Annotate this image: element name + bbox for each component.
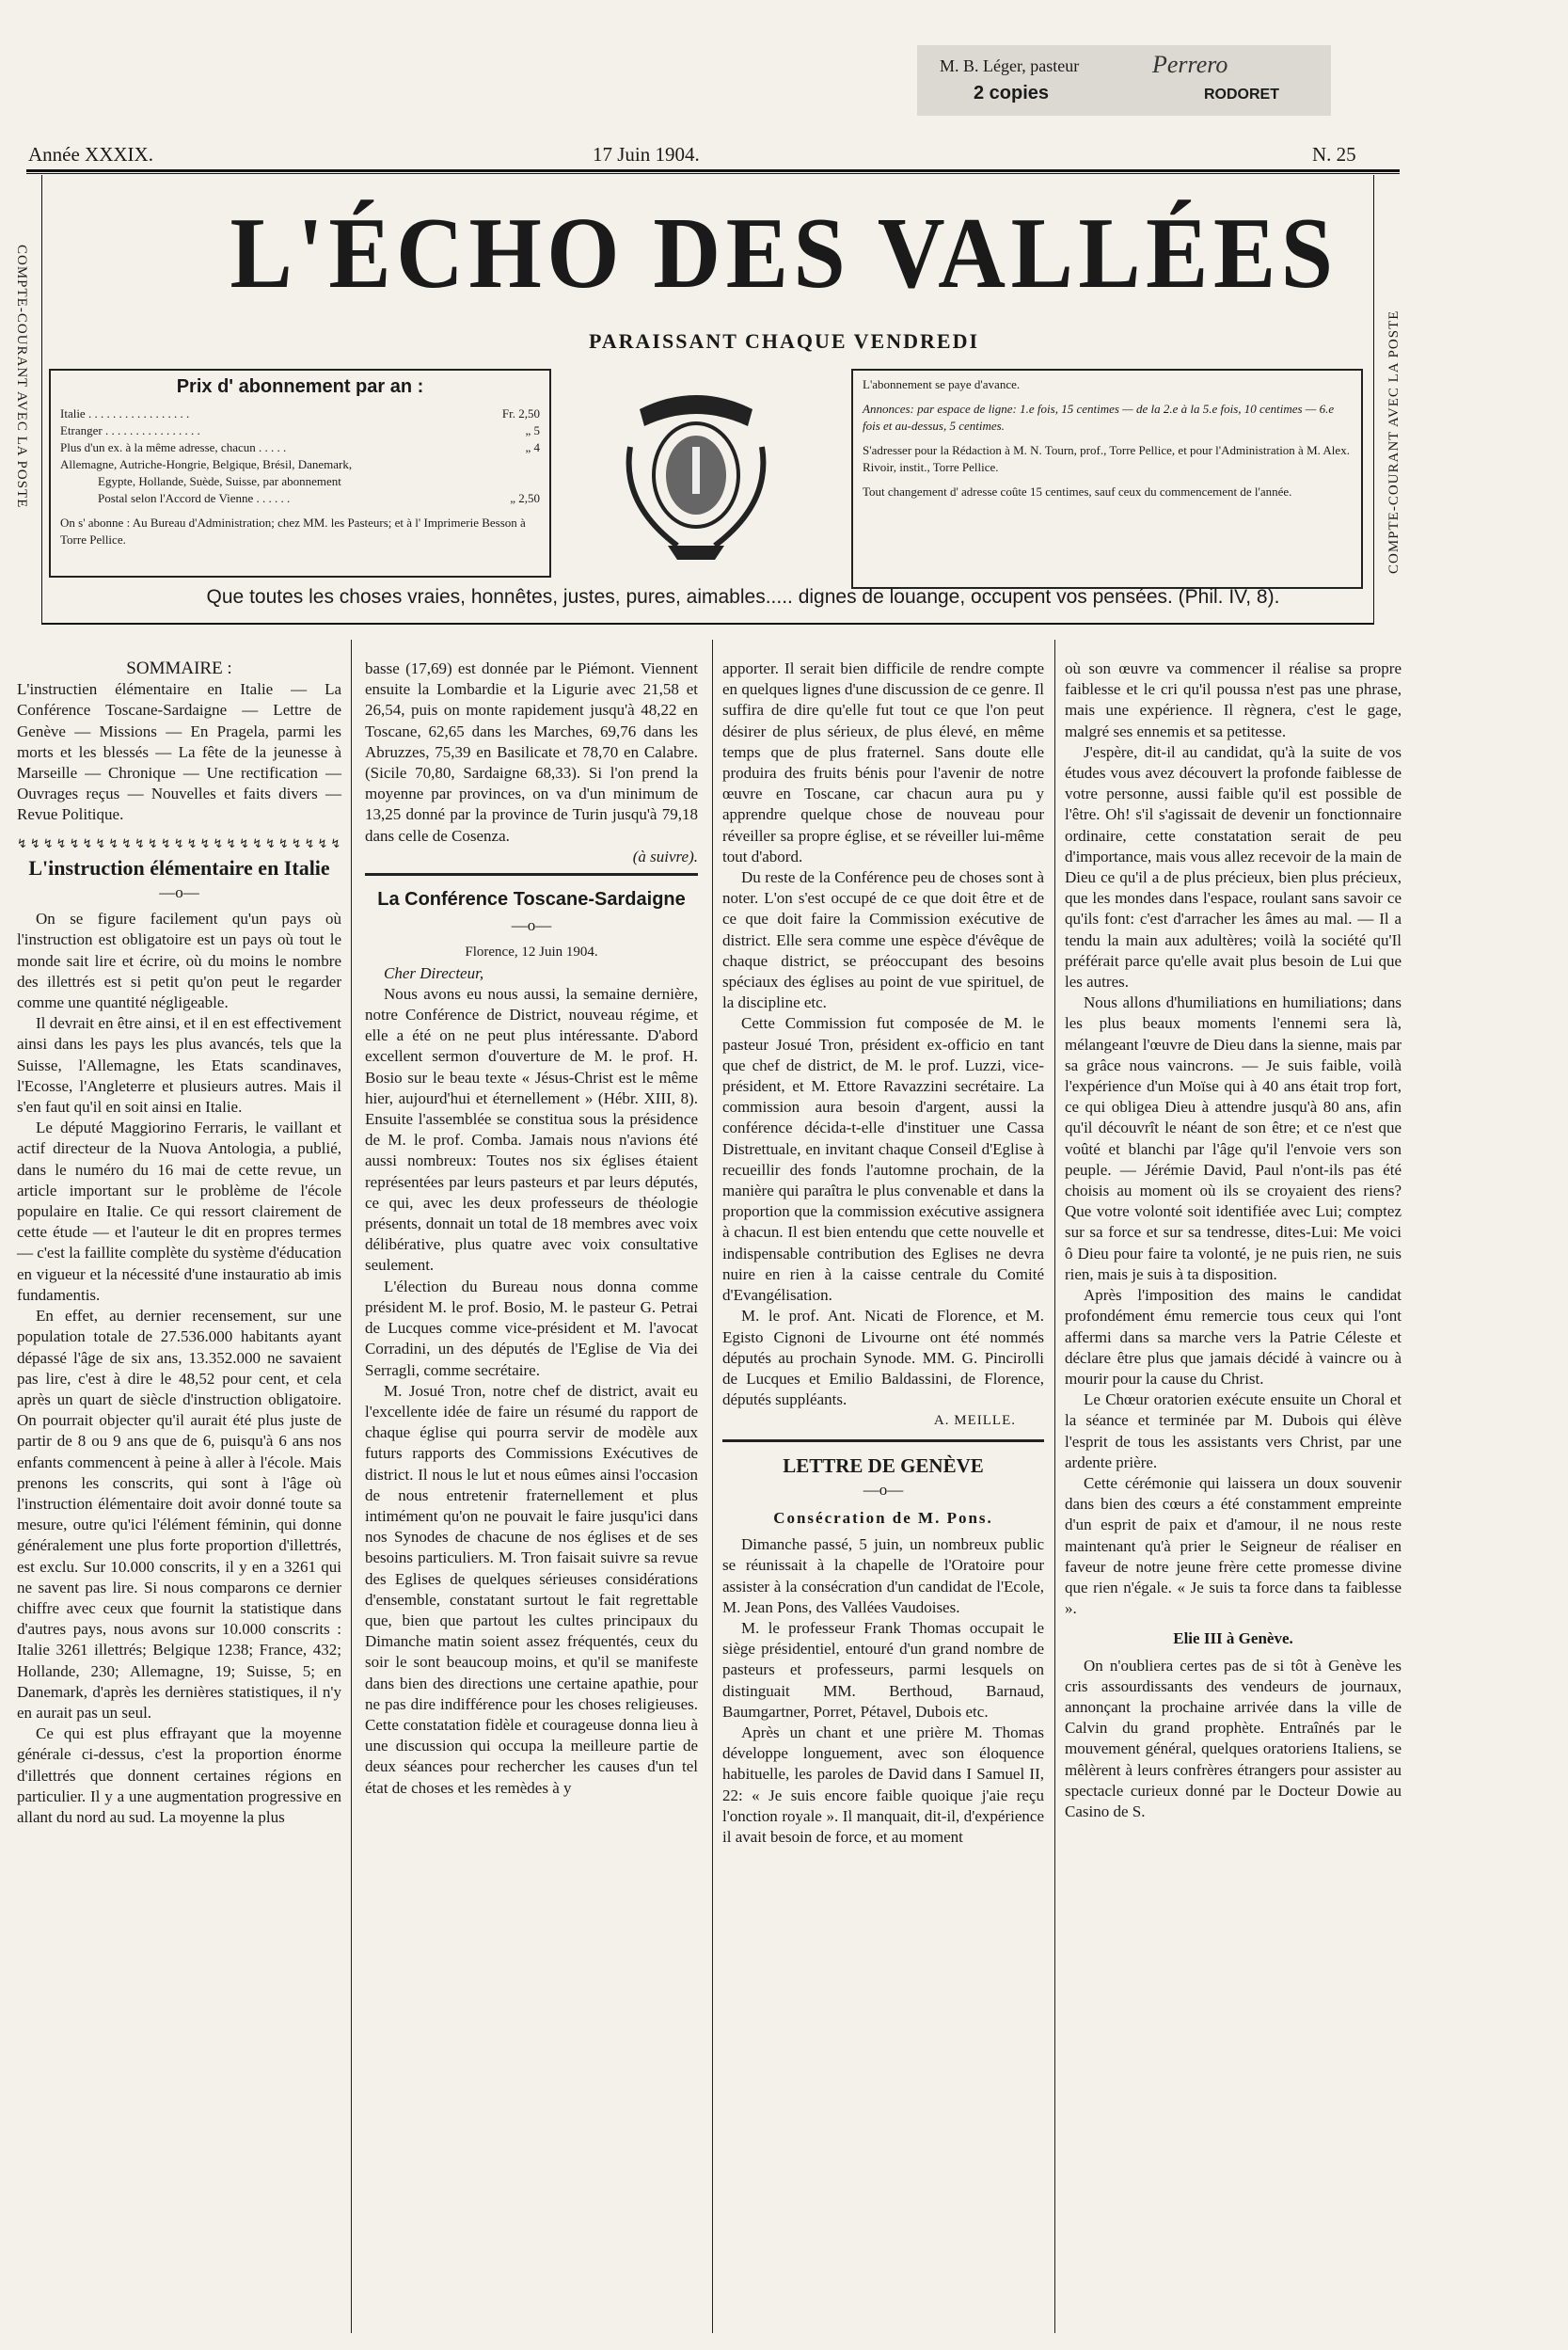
title-ornament: —o— — [159, 883, 199, 902]
issue-number: N. 25 — [1312, 143, 1356, 166]
column-3 — [722, 659, 1044, 1848]
article-paragraph: M. Josué Tron, notre chef de district, avait eu l'excellente idée de faire un résumé du rapport de chaque église qui pourra servir de modèle aux futurs rapports des Commissions Exécutives de district. Il nous le lut et nous eûmes ainsi l'occasion de nous entretenir fraternellement et plus intimément qu'on ne pouvait le faire jusqu'ici dans nos Synodes de chacune de nos églises et de ses besoins particuliers. M. Tron faisait suivre sa revue des Eglises de quelques sérieuses considérations d'ensemble, constatant surtout le fait regrettable que, bien que partout les cultes principaux du Dimanche matin soient assez fréquentés, ceux du soir le sont beaucoup moins, et qu'il se manifeste dans bien des directions une certaine apathie, pour ne pas dire indifférence pour les choses religieuses. Cette constatation fidèle et courageuse donna lieu à une discussion qui occupa la meilleure partie de deux séances pour rechercher les causes d'un tel état de choses et les remèdes à y — [365, 1381, 698, 1797]
article-title: L'instruction élémentaire en Italie — [28, 855, 330, 880]
waldensian-emblem — [602, 372, 790, 569]
price-box-note: On s' abonne : Au Bureau d'Administration; chez MM. les Pasteurs; et à l' Imprimerie Besson à Torre Pellice. — [60, 516, 526, 547]
price-box-title: Prix d' abonnement par an : — [176, 376, 424, 397]
article-paragraph: Nous avons eu nous aussi, la semaine dernière, notre Conférence de District, nouveau régime, et elle a été on ne peut plus intéressante. D'abord excellent sermon d'ouverture de M. le prof. H. Bosio sur le beau texte « Jésus-Christ est le même hier, aujourd'hui et éternellement » (Hébr. XIII, 8). Ensuite l'assemblée se constitua sous la présidence de M. le prof. Comba. Jamais nous n'avions été aussi nombreux: Toutes nos six églises étaient représentées par leurs pasteurs et par leurs députés, ce qui, avec les deux professeurs de théologie présents, donnait un total de 18 membres avec voix délibérative, plus quatre avec voix consultative seulement. — [365, 984, 698, 1275]
newspaper-subtitle: PARAISSANT CHAQUE VENDREDI — [588, 329, 980, 353]
article-paragraph: L'élection du Bureau nous donna comme président M. le prof. Bosio, M. le pasteur G. Petrai de Lucques comme vice-président et M. l'avocat Corradini, un des députés de l'Eglise de Via dei Serragli, comme secrétaire. — [365, 1277, 698, 1379]
article-paragraph: Ce qui est plus effrayant que la moyenne générale ci-dessus, c'est la proportion énorme d'illettrés que donnent certaines régions en particulier. Il y a une augmentation progressive en allant du nord au sud. La moyenne la plus — [17, 1724, 341, 1826]
frame-left — [41, 175, 42, 623]
price-row: Postal selon l'Accord de Vienne . . . . . . „ 2,50 — [98, 491, 540, 505]
article-signature: A. MEILLE. — [933, 1413, 1016, 1429]
stamp-place: RODORET — [1204, 87, 1279, 103]
article-paragraph: Il devrait en être ainsi, et il en est effectivement ainsi dans les pays les plus avancés, tels que la Suisse, l'Allemagne, les Etats scandinaves, l'Ecosse, l'Angleterre et plusieurs autres. Mais il s'en faut qu'il en soit ainsi en Italie. — [17, 1014, 341, 1117]
info-box — [851, 369, 1363, 589]
stamp-copies: 2 copies — [974, 83, 1050, 103]
article-paragraph: M. le prof. Ant. Nicati de Florence, et M. Egisto Cignoni de Livourne ont été nommés députés au prochain Synode. MM. G. Pincirolli de Lucques et Emilio Baldassini, de Florence, députés suppléants. — [722, 1307, 1044, 1409]
info-address: S'adresser pour la Rédaction à M. N. Tourn, prof., Torre Pellice, et pour l'Administration à M. Alex. Rivoir, instit., Torre Pellice. — [863, 443, 1350, 474]
article-paragraph: Nous allons d'humiliations en humiliations; dans les plus beaux moments l'ennemi sera là, mélangeant l'œuvre de Dieu dans la sienne, mais par sa grâce nous vaincrons. — Je suis faible, voilà l'expérience d'un Moïse qui à 40 ans était trop fort, ce qui obligea Dieu à attendre jusqu'à 80 ans, afin qu'il découvrît le néant de son être; et ce n'est que voûté et blanchi par l'âge qu'il l'envoie vers son peuple. — Jérémie David, Paul n'ont-ils pas été choisis au moment où ils se croyaient des riens? Que votre volonté soit identifiée avec Lui; comptez sur sa force et sur sa tendresse, dites-Lui: Me voici ô Dieu pour faire ta volonté, je ne puis rien, ne suis rien, mais je suis à ta disposition. — [1065, 993, 1402, 1283]
article-paragraph: J'espère, dit-il au candidat, qu'à la suite de vos études vous avez découvert la profonde faiblesse de votre personne, aussi faible qu'il est possible de l'être. Oh! s'il s'agissait de devenir un fonctionnaire ordinaire, cette constatation serait de peu d'importance, mais vous allez recevoir de la main de Dieu ce qu'il a de plus précieux, bien plus précieux, que les mondes dans l'espace, roulant sans savoir ce qu'ils font: c'est d'arracher les âmes au mal. — Il a tendu la main aux adultères; voilà la société qu'Il préférait parce qu'elle avait plus besoin de Lui que les autres. — [1065, 742, 1402, 992]
article-paragraph: où son œuvre va commencer il réalise sa propre faiblesse et le cri qu'il poussa n'est pas une phrase, mais une expérience. Il règnera, c'est le gage, malgré ses ennemis et sa petitesse. — [1065, 659, 1402, 740]
price-row: Italie . . . . . . . . . . . . . . . . . Fr. 2,50 — [60, 406, 540, 421]
article-subtitle: Elie III à Genève. — [1173, 1629, 1293, 1648]
article-title: LETTRE DE GENÈVE — [783, 1453, 984, 1477]
title-ornament: —o— — [511, 916, 552, 935]
info-change: Tout changement d' adresse coûte 15 centimes, sauf ceux du commencement de l'année. — [863, 484, 1292, 499]
article-rule — [722, 1439, 1044, 1442]
stamp-recipient: M. B. Léger, pasteur — [940, 56, 1080, 75]
motto: Que toutes les choses vraies, honnêtes, justes, pures, aimables..... dignes de louange, occupent vos pensées. (Phil. IV, 8). — [206, 586, 1280, 608]
distribution-stamp — [917, 45, 1331, 116]
column-rule — [1054, 640, 1055, 2333]
price-row: Etranger . . . . . . . . . . . . . . . . „ 5 — [60, 423, 540, 437]
sommaire-text: L'instructien élémentaire en Italie — La Conférence Toscane-Sardaigne — Lettre de Genève — Missions — En Pragela, parmi les morts et les blessés — La fête de la jeunesse à Marseille — Chronique — Une rectification — Ouvrages reçus — Nouvelles et faits divers — Revue Politique. — [17, 680, 341, 824]
side-text-left: COMPTE-COURANT AVEC LA POSTE — [14, 245, 29, 509]
frame-bottom — [41, 623, 1374, 625]
section-divider: ↯↯↯↯↯↯↯↯↯↯↯↯↯↯↯↯↯↯↯↯↯↯↯↯↯ — [17, 835, 344, 850]
article-paragraph: Le député Maggiorino Ferraris, le vaillant et actif directeur de la Nuova Antologia, a publié, dans le numéro du 16 mai de cette revue, un article important sur le problème de l'école populaire en Italie. Ce qui ressort clairement de cette étude — et l'auteur le dit en propres termes — c'est la faillite complète du système d'éducation en vigueur et la nécessité d'une instauratio ab imis fundamentis. — [17, 1119, 341, 1304]
article-paragraph: apporter. Il serait bien difficile de rendre compte en quelques lignes d'une discussion de ce genre. Il suffira de dire qu'elle fut tout ce que l'on peut désirer de plus sérieux, de plus élevé, en même temps que de plus fraternel. Sans doute elle produira des fruits bénis pour l'avenir de notre œuvre en Toscane, car chacun aura pu y apprendre quelque chose de nouveau pour réveiller sa propre église, et se réveiller lui-même tout d'abord. — [722, 659, 1044, 865]
article-paragraph: Le Chœur oratorien exécute ensuite un Choral et la séance et terminée par M. Dubois qui élève l'esprit de tous les assistants vers Christ, par une ardente prière. — [1065, 1390, 1402, 1471]
article-paragraph: En effet, au dernier recensement, sur une population totale de 27.536.000 habitants ayant dépassé l'âge de six ans, 13.352.000 ne savaient pas lire, c'est à dire le 48,52 pour cent, et cela après un quart de siècle d'instruction obligatoire. On pourrait objecter qu'il aurait été plus juste de partir de 8 ou 9 ans que de 6, puisqu'à 6 ans nos enfants commencent à peine à aller à l'école. Mais prenons les conscrits, qui sont à l'âge où l'instruction élémentaire doit avoir donné toute sa mesure, outre qu'ici l'élément féminin, qui donne généralement une plus forte proportion d'illettrés, est exclu. Sur 10.000 conscrits, il y en a 3261 qui ne savent pas lire. Si nous comparons ce dernier chiffre avec ceux que fournit la statistique dans d'autres pays, nous avons sur 10.000 conscrits : Italie 3261 illettrés; Belgique 1238; France, 432; Hollande, 230; Allemagne, 19; Suisse, 5; en Danemark, d'après les dernières statistiques, il n'y en aurait pas un seul. — [17, 1307, 341, 1722]
article-rule — [365, 873, 698, 876]
issue-year: Année XXXIX. — [28, 143, 153, 166]
side-text-right: COMPTE-COURANT AVEC LA POSTE — [1386, 310, 1402, 574]
article-paragraph: Cette cérémonie qui laissera un doux souvenir dans bien des cœurs a été constamment empreinte d'un esprit de paix et d'amour, il ne nous reste maintenant qu'à prier le Seigneur de réaliser en faveur de notre jeune frère cette promesse divine que rien n'égale. « Je suis ta force dans ta faiblesse ». — [1065, 1473, 1402, 1618]
column-rule — [351, 640, 352, 2333]
subscription-price-box — [49, 369, 551, 578]
article-paragraph: basse (17,69) est donnée par le Piémont. Viennent ensuite la Lombardie et la Ligurie avec 21,58 et 26,54, puis on monte rapidement jusqu'à 48,22 en Toscane, 62,65 dans les Marches, 69,76 dans les Abruzzes, 75,39 en Basilicate et 78,70 en Calabre. (Sicile 70,80, Sardaigne 68,33). Si l'on prend la moyenne par provinces, on va d'un minimum de 13,25 donné par la province de Turin jusqu'à 79,18 dans celle de Cosenza. — [365, 659, 698, 845]
dateline: Florence, 12 Juin 1904. — [465, 945, 598, 961]
header-rule — [26, 169, 1400, 172]
column-2 — [365, 659, 698, 1799]
newspaper-title: L'ÉCHO DES VALLÉES — [230, 198, 1338, 310]
column-4 — [1065, 659, 1402, 1822]
article-paragraph: Cette Commission fut composée de M. le pasteur Josué Tron, président ex-officio en tant que chef de district, de M. le prof. Luzzi, vice-président, et M. Ettore Ravazzini secrétaire. La commission aura besoin d'argent, aussi la conférence décida-t-elle d'instituer une Cassa Distrettuale, en invitant chaque Conseil d'Eglise à recueillir des fonds l'automne prochain, de la manière qui paraîtra le plus convenable et dans la proportion que la commission exécutive assignera à chacun. Il est bien entendu que cette nouvelle et indispensable contribution des Eglises ne devra nuire en rien à la caisse centrale du Comité d'Evangélisation. — [722, 1014, 1044, 1305]
price-row: Plus d'un ex. à la même adresse, chacun . . . . . „ 4 — [60, 440, 540, 454]
article-paragraph: M. le professeur Frank Thomas occupait le siège présidentiel, entouré d'un grand nombre de pasteurs et professeurs, parmi lesquels on distinguait MM. Berthoud, Barnaud, Baumgartner, Porret, Pétavel, Dubois etc. — [722, 1618, 1044, 1721]
price-row: Allemagne, Autriche-Hongrie, Belgique, Brésil, Danemark, — [60, 457, 353, 471]
article-paragraph: Dimanche passé, 5 juin, un nombreux public se réunissait à la chapelle de l'Oratoire pour assister à la consécration d'un candidat de l'Ecole, M. Jean Pons, des Vallées Vaudoises. — [722, 1535, 1044, 1616]
article-title: La Conférence Toscane-Sardaigne — [377, 889, 686, 911]
salutation: Cher Directeur, — [384, 963, 484, 982]
to-be-continued: (à suivre). — [632, 847, 698, 865]
issue-date: 17 Juin 1904. — [593, 143, 700, 166]
info-annonces: Annonces: par espace de ligne: 1.e fois, 15 centimes — de la 2.e à la 5.e fois, 10 centimes — 6.e fois et au-dessus, 5 centimes. — [863, 402, 1335, 433]
emblem-icon — [602, 372, 790, 569]
article-paragraph: Du reste de la Conférence peu de choses sont à noter. L'on s'est occupé de ce que doit être et de ce que doit faire la Commission exécutive de district. Elle sera comme une espèce d'évêque de chaque district, se préoccupant des besoins spéciaux des églises au point de vue spirituel, de la discipline etc. — [722, 868, 1044, 1012]
sommaire-title: SOMMAIRE : — [126, 659, 232, 678]
column-1 — [17, 659, 344, 1828]
article-subtitle: Consécration de M. Pons. — [773, 1508, 993, 1527]
article-paragraph: Après l'imposition des mains le candidat profondément ému remercie tous ceux qui l'ont affermi dans sa marche vers la Patrie Céleste et déclare être plus que jamais décidé à vaincre ou à mourir pour la cause du Christ. — [1065, 1286, 1402, 1388]
stamp-signature: Perrero — [1152, 51, 1228, 78]
info-advance: L'abonnement se paye d'avance. — [863, 377, 1021, 391]
header-rule-thin — [26, 173, 1400, 174]
title-ornament: —o— — [863, 1480, 904, 1499]
article-paragraph: On se figure facilement qu'un pays où l'instruction est obligatoire est un pays où tout le monde sait lire et écrire, où du moins le nombre des illettrés est si petit qu'on peut le regarder comme une quantité négligeable. — [17, 910, 341, 1012]
article-paragraph: Après un chant et une prière M. Thomas développe longuement, avec son éloquence habituelle, les paroles de David dans I Samuel II, 22: « Je suis encore faible quoique j'aie reçu l'onction royale ». Il manquait, dit-il, d'expérience il avait besoin de force, et au moment — [722, 1723, 1044, 1846]
column-rule — [712, 640, 713, 2333]
article-paragraph: On n'oubliera certes pas de si tôt à Genève les cris assourdissants des vendeurs de journaux, annonçant la prochaine arrivée dans la ville de Calvin du grand prophète. Entraînés par le mouvement général, quelques oratoriens Italiens, se mêlèrent à leurs confrères étrangers pour assister au spectacle curieux donné par le Docteur Dowie au Casino de S. — [1065, 1656, 1402, 1820]
price-row: Egypte, Hollande, Suède, Suisse, par abonnement — [98, 474, 341, 488]
